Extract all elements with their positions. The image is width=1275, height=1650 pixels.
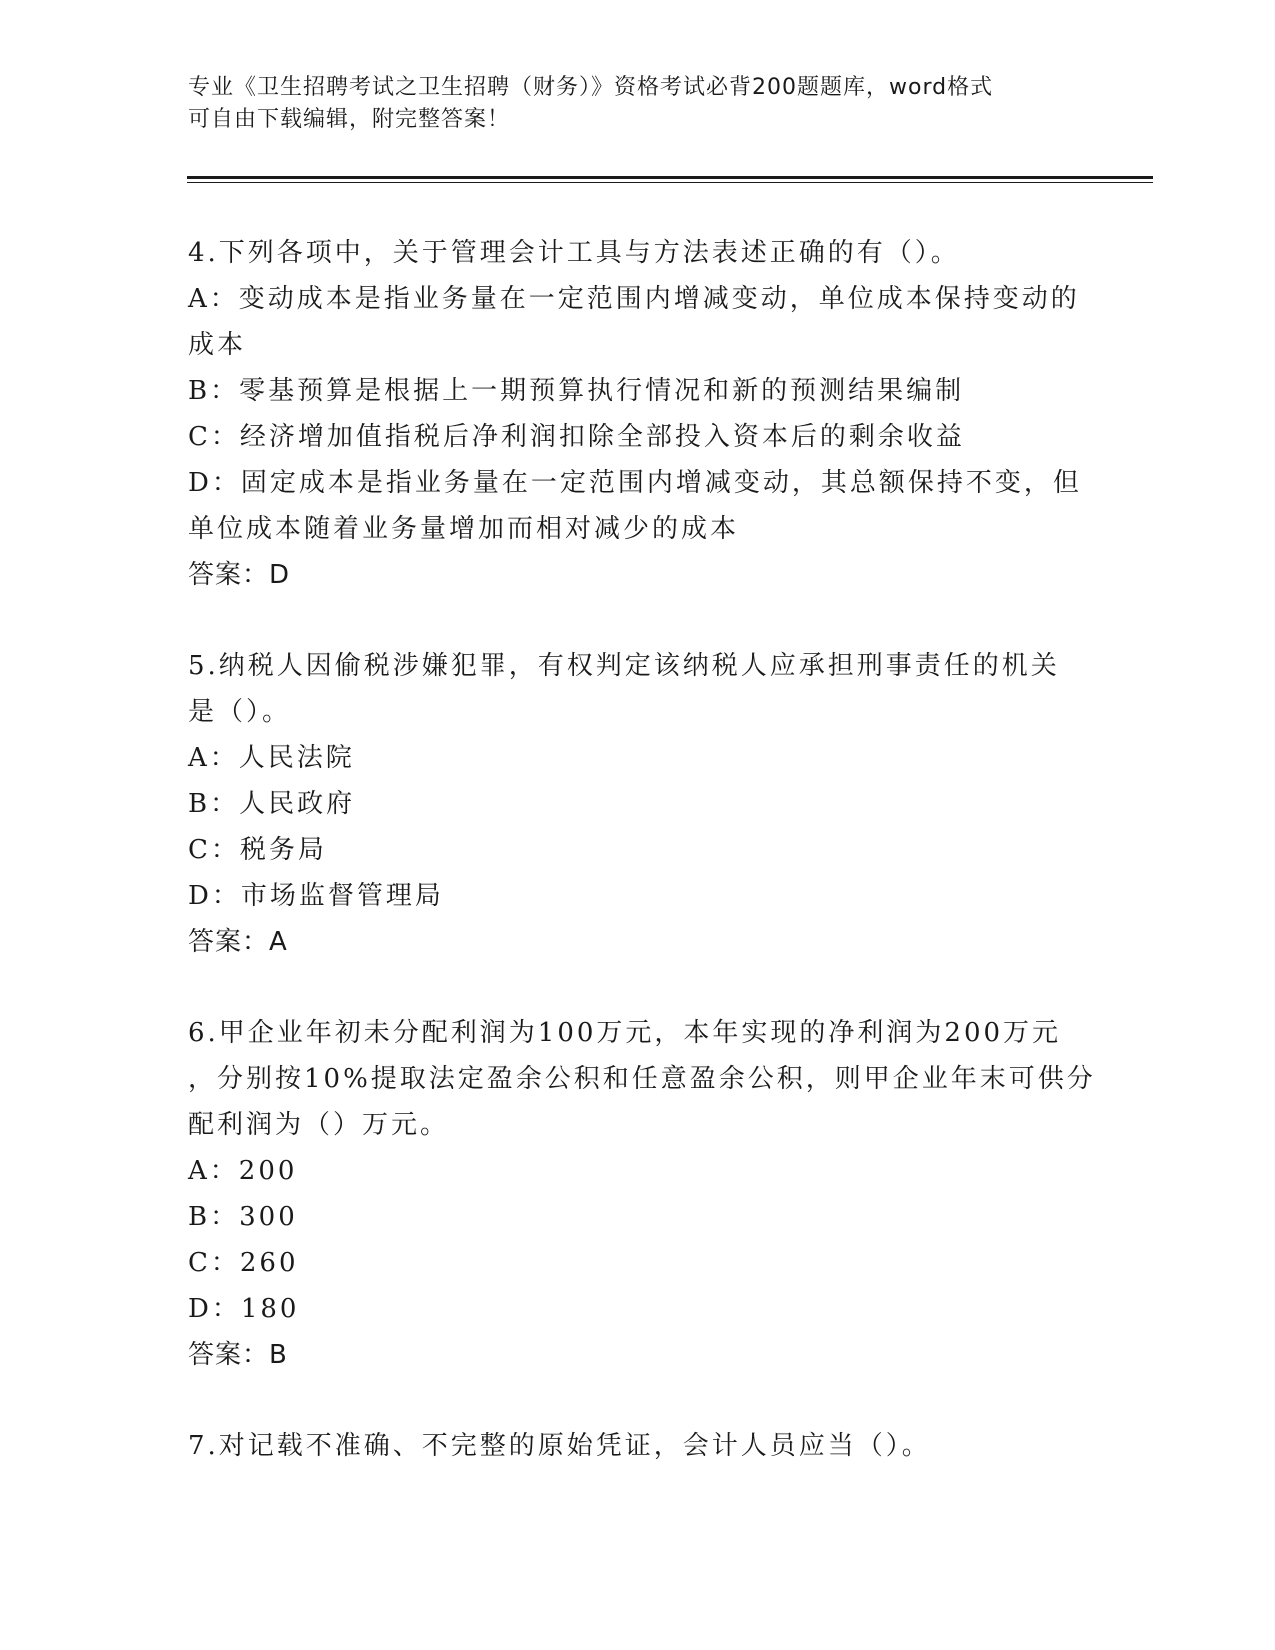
question-6-stem-cont: ，分别按10%提取法定盈余公积和任意盈余公积，则甲企业年末可供分	[188, 1064, 1096, 1094]
question-7-stem: 7.对记载不准确、不完整的原始凭证，会计人员应当（）。	[188, 1431, 931, 1461]
question-5-option-a: A：人民法院	[188, 743, 355, 773]
question-6-stem: 6.甲企业年初未分配利润为100万元，本年实现的净利润为200万元	[188, 1018, 1062, 1048]
question-list	[188, 230, 1108, 1469]
question-5-option-d: D：市场监督管理局	[188, 881, 444, 911]
question-6-stem-cont-2: 配利润为（）万元。	[188, 1110, 450, 1140]
question-4-option-c: C：经济增加值指税后净利润扣除全部投入资本后的剩余收益	[188, 422, 965, 452]
question-4-option-d: D：固定成本是指业务量在一定范围内增减变动，其总额保持不变，但	[188, 468, 1082, 498]
question-5-stem: 5.纳税人因偷税涉嫌犯罪，有权判定该纳税人应承担刑事责任的机关	[188, 651, 1060, 681]
question-6-option-b: B：300	[188, 1202, 298, 1232]
header-line-1: 专业《卫生招聘考试之卫生招聘（财务）》资格考试必背200题题库，word格式	[188, 75, 994, 100]
question-4-option-a-cont: 成本	[188, 330, 247, 360]
question-4-stem: 4.下列各项中，关于管理会计工具与方法表述正确的有（）。	[188, 238, 960, 268]
question-6-option-c: C：260	[188, 1248, 299, 1278]
question-block-6	[188, 1010, 1108, 1378]
question-5-answer: 答案：A	[188, 927, 288, 957]
question-block-7	[188, 1423, 1108, 1469]
question-6-answer: 答案：B	[188, 1340, 288, 1370]
question-5-option-c: C：税务局	[188, 835, 327, 865]
question-4-option-d-cont: 单位成本随着业务量增加而相对减少的成本	[188, 514, 740, 544]
question-block-4	[188, 230, 1108, 598]
header-line-2: 可自由下载编辑，附完整答案！	[188, 107, 511, 132]
document-header	[188, 72, 1088, 136]
header-divider-thick	[187, 176, 1153, 179]
question-6-option-d: D：180	[188, 1294, 300, 1324]
header-divider-thin	[187, 182, 1153, 183]
question-4-answer: 答案：D	[188, 560, 291, 590]
question-block-5	[188, 643, 1108, 965]
question-4-option-b: B：零基预算是根据上一期预算执行情况和新的预测结果编制	[188, 376, 965, 406]
question-6-option-a: A：200	[188, 1156, 298, 1186]
question-4-option-a: A：变动成本是指业务量在一定范围内增减变动，单位成本保持变动的	[188, 284, 1080, 314]
question-5-option-b: B：人民政府	[188, 789, 356, 819]
question-5-stem-cont: 是（）。	[188, 697, 292, 727]
